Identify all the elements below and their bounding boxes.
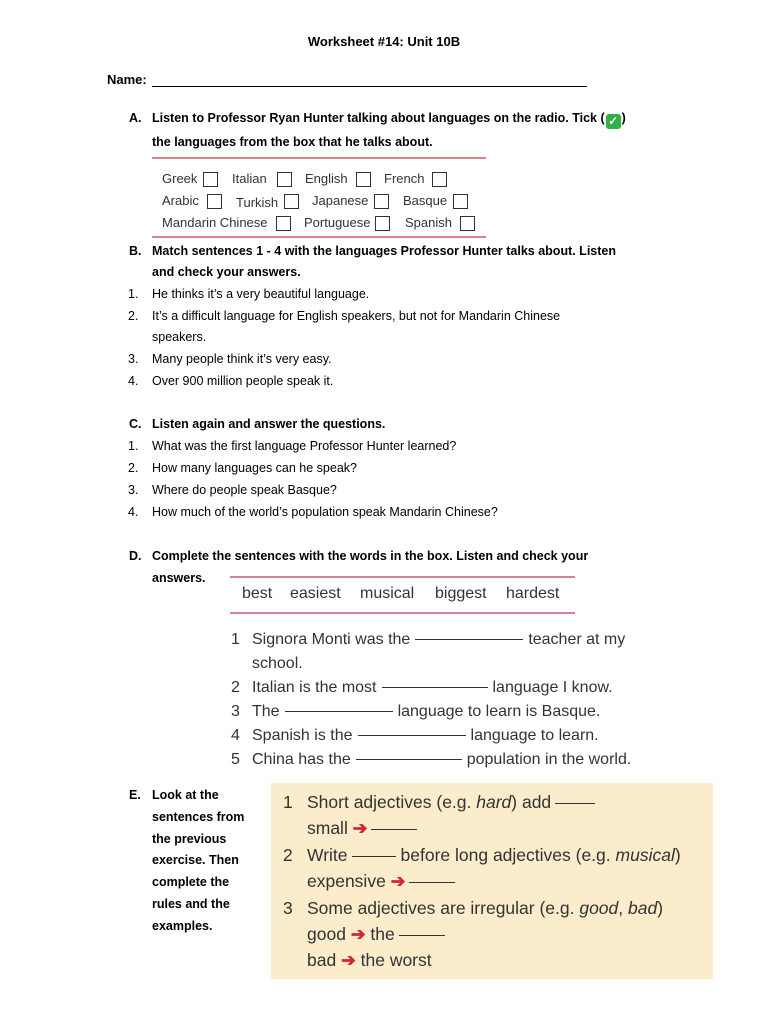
word-easiest: easiest	[290, 585, 341, 602]
lang-label-arabic: Arabic	[162, 193, 199, 208]
answer-blank[interactable]	[399, 935, 445, 936]
tick-check-icon: ✓	[606, 114, 621, 129]
sentence: Italian is the most language I know.	[252, 679, 613, 696]
sentence: Signora Monti was the teacher at my	[252, 631, 626, 648]
section-d-letter: D.	[129, 549, 142, 563]
rule-text: Short adjectives (e.g. hard) add	[307, 792, 595, 813]
word-best: best	[242, 585, 273, 602]
section-e-instruction-line: complete the	[152, 875, 230, 889]
box-bottom-rule	[152, 236, 486, 238]
list-item-number: 4.	[128, 374, 139, 388]
section-e-letter: E.	[129, 788, 141, 802]
checkbox-spanish[interactable]	[460, 216, 475, 231]
lang-label-japanese: Japanese	[312, 193, 369, 208]
word-hardest: hardest	[506, 585, 560, 602]
lang-label-portuguese: Portuguese	[304, 215, 371, 230]
rule-example: bad ➔ the worst	[307, 950, 432, 970]
list-item: Over 900 million people speak it.	[152, 374, 334, 388]
sentence: China has the population in the world.	[252, 751, 632, 768]
language-box	[152, 157, 486, 237]
list-item-number: 2.	[128, 461, 139, 475]
lang-label-greek: Greek	[162, 171, 198, 186]
section-e-instruction-line: examples.	[152, 919, 213, 933]
rule-example: expensive ➔	[307, 871, 455, 892]
name-label: Name:	[107, 72, 147, 87]
section-b-letter: B.	[129, 244, 142, 258]
section-a-letter: A.	[129, 111, 142, 125]
section-c-heading: Listen again and answer the questions.	[152, 417, 386, 431]
word-musical: musical	[360, 585, 415, 602]
word-box	[230, 576, 575, 614]
checkbox-english[interactable]	[356, 172, 371, 187]
list-item: How many languages can he speak?	[152, 461, 357, 475]
sentence-number: 2	[231, 679, 240, 696]
answer-blank[interactable]	[358, 735, 466, 736]
checkbox-portuguese[interactable]	[375, 216, 390, 231]
section-a-instruction-line1: Listen to Professor Ryan Hunter talking about languages on the radio. Tick ( ✓ )	[152, 111, 626, 128]
lang-label-english: English	[305, 171, 348, 186]
list-item-number: 3.	[128, 483, 139, 497]
checkbox-french[interactable]	[432, 172, 447, 187]
section-e-instruction-line: sentences from	[152, 810, 245, 824]
answer-blank[interactable]	[371, 829, 417, 830]
rule-text: Some adjectives are irregular (e.g. good, bad)	[307, 898, 664, 918]
list-item: It’s a difficult language for English speakers, but not for Mandarin Chinese	[152, 309, 561, 323]
section-e-instruction-line: the previous	[152, 832, 227, 846]
list-item-number: 1.	[128, 439, 139, 453]
section-c-letter: C.	[129, 417, 142, 431]
list-item: He thinks it’s a very beautiful language.	[152, 287, 370, 301]
checkbox-greek[interactable]	[203, 172, 218, 187]
checkbox-turkish[interactable]	[284, 194, 299, 209]
box-top-rule	[152, 157, 486, 159]
answer-blank[interactable]	[382, 687, 488, 688]
rule-example: good ➔ the	[307, 924, 445, 945]
list-item: Many people think it’s very easy.	[152, 352, 332, 366]
lang-label-turkish: Turkish	[236, 195, 279, 210]
lang-label-basque: Basque	[403, 193, 448, 208]
list-item-number: 1.	[128, 287, 139, 301]
arrow-right-icon: ➔	[350, 924, 366, 944]
sentence-number: 3	[231, 703, 240, 720]
lang-label-french: French	[384, 171, 425, 186]
list-item-number: 4.	[128, 505, 139, 519]
answer-blank[interactable]	[555, 803, 595, 804]
list-item-continuation: speakers.	[152, 330, 207, 344]
sentence: The language to learn is Basque.	[252, 703, 601, 720]
sentence-number: 1	[231, 631, 240, 648]
sentence: Spanish is the language to learn.	[252, 727, 599, 744]
list-item: What was the first language Professor Hunter learned?	[152, 439, 457, 453]
worksheet-title: Worksheet #14: Unit 10B	[307, 34, 461, 49]
rule-number: 1	[283, 792, 293, 812]
section-e-instruction-line: rules and the	[152, 897, 230, 911]
rules-box	[271, 783, 713, 979]
checkbox-mandarin-chinese[interactable]	[276, 216, 291, 231]
arrow-right-icon: ➔	[352, 818, 368, 838]
section-e-instruction-line: Look at the	[152, 788, 219, 802]
answer-blank[interactable]	[356, 759, 462, 760]
answer-blank[interactable]	[409, 882, 455, 883]
answer-blank[interactable]	[415, 639, 523, 640]
word-biggest: biggest	[435, 585, 487, 602]
box-top-rule	[230, 576, 575, 578]
checkbox-italian[interactable]	[277, 172, 292, 187]
section-d-instruction-line1: Complete the sentences with the words in the box. Listen and check your	[152, 549, 589, 563]
name-field-line[interactable]	[152, 86, 587, 87]
checkbox-arabic[interactable]	[207, 194, 222, 209]
rule-text: Write before long adjectives (e.g. musical)	[307, 845, 681, 865]
rule-number: 3	[283, 898, 293, 918]
section-b-instruction-line2: and check your answers.	[152, 265, 301, 279]
box-bottom-rule	[230, 612, 575, 614]
section-e-instruction-line: exercise. Then	[152, 853, 239, 867]
answer-blank[interactable]	[285, 711, 393, 712]
section-a-instruction-line2: the languages from the box that he talks about.	[152, 135, 433, 149]
arrow-right-icon: ➔	[390, 871, 406, 891]
section-b-instruction-line1: Match sentences 1 - 4 with the languages Professor Hunter talks about. Listen	[152, 244, 616, 258]
list-item: How much of the world’s population speak Mandarin Chinese?	[152, 505, 498, 519]
answer-blank[interactable]	[352, 856, 396, 857]
checkbox-japanese[interactable]	[374, 194, 389, 209]
list-item-number: 2.	[128, 309, 139, 323]
rule-number: 2	[283, 845, 293, 865]
sentence-continuation: school.	[252, 655, 303, 672]
section-d-instruction-line2: answers.	[152, 571, 206, 585]
list-item-number: 3.	[128, 352, 139, 366]
lang-label-mandarin-chinese: Mandarin Chinese	[162, 215, 268, 230]
sentence-number: 5	[231, 751, 240, 768]
arrow-right-icon: ➔	[341, 950, 356, 970]
sentence-number: 4	[231, 727, 240, 744]
lang-label-spanish: Spanish	[405, 215, 452, 230]
rule-example: small ➔	[307, 818, 417, 839]
checkbox-basque[interactable]	[453, 194, 468, 209]
lang-label-italian: Italian	[232, 171, 267, 186]
list-item: Where do people speak Basque?	[152, 483, 337, 497]
